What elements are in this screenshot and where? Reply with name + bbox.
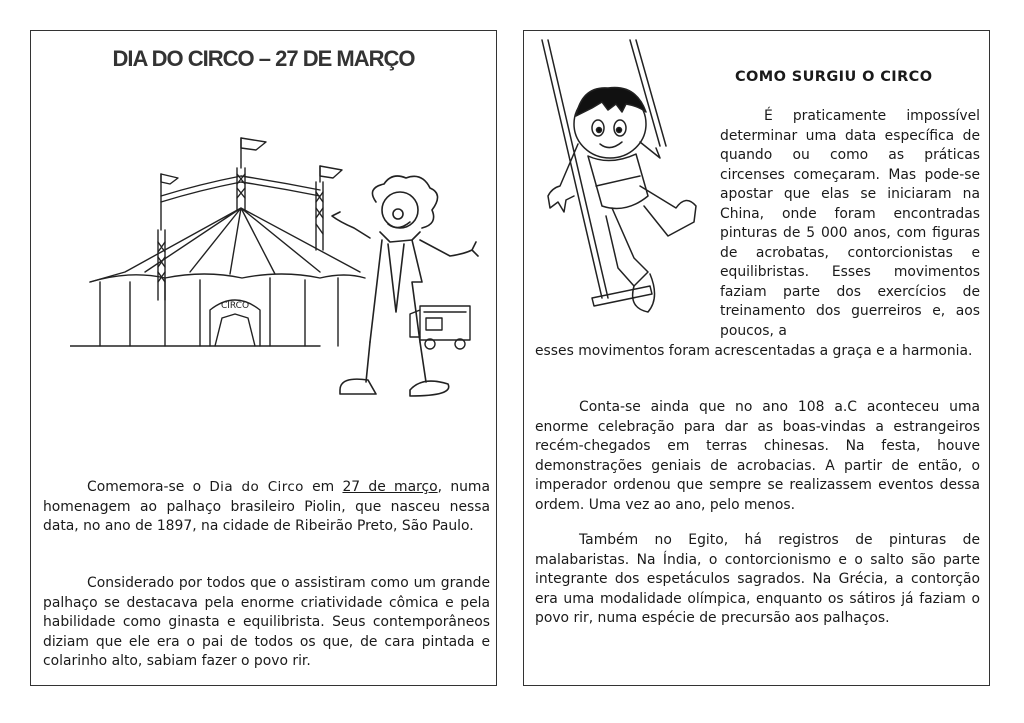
boy-on-swing-illustration bbox=[530, 36, 710, 336]
page-title: DIA DO CIRCO – 27 DE MARÇO bbox=[112, 46, 415, 71]
paragraph-origin-continued: esses movimentos foram acrescentadas a graça e a harmonia. bbox=[535, 343, 973, 359]
circus-wagon bbox=[410, 306, 470, 349]
paragraph-dia-do-circo: Comemora-se o Dia do Circo em 27 de março, numa homenagem ao palhaço brasileiro Piolin, que nasceu nessa data, no ano de 1897, na cidade de Ribeirão Preto, São Paulo. bbox=[43, 479, 490, 534]
right-pole bbox=[316, 166, 342, 250]
flag-center bbox=[241, 138, 266, 150]
paragraph-china-celebration: Conta-se ainda que no ano 108 a.C aconteceu uma enorme celebração para dar as boas-vindas a estrangeiros recém-chegados em terras chinesas. Na festa, houve demonstrações geniais de acrobacias. A partir de então, o imperador ordenou que sempre se realizassem eventos dessa ordem. Uma vez ao ano, pelo menos. bbox=[535, 399, 980, 513]
section-title: COMO SURGIU O CIRCO bbox=[735, 69, 933, 85]
swing-rope-left bbox=[542, 40, 602, 298]
circus-clown-illustration bbox=[70, 132, 480, 424]
flag-right bbox=[320, 166, 342, 178]
tent-roof bbox=[90, 208, 360, 282]
circus-sign: CIRCO bbox=[220, 301, 250, 311]
center-pole bbox=[237, 138, 266, 210]
paragraph-origin-intro: É praticamente impossível determinar uma data específica de quando ou como as práticas circenses começaram. Mas pode-se apostar que elas se iniciaram na China, onde foram encontradas pinturas de 5 000 anos, com figuras de acrobatas, contorcionistas e equilibristas. Esses movimentos faziam parte dos exercícios de treinamento dos guerreiros e, aos poucos, a bbox=[720, 108, 980, 339]
swing-bar bbox=[592, 286, 652, 306]
paragraph-egypt-india-greece: Também no Egito, há registros de pinturas de malabaristas. Na Índia, o contorcionismo e o salto são parte integrante dos espetáculos sagrados. Na Grécia, a contorção era uma modalidade olímpica, enquanto os sátiros já faziam o povo rir, numa espécie de precursão aos palhaços. bbox=[535, 532, 980, 626]
clown bbox=[332, 176, 478, 396]
left-pole bbox=[158, 174, 178, 300]
flag-left bbox=[161, 174, 178, 184]
paragraph-piolin: Considerado por todos que o assistiram como um grande palhaço se destacava pela enorme criatividade cômica e pela habilidade como ginasta e equilibrista. Seus contemporâneos diziam que ele era o pai de todos os que, de cara pintada e colarinho alto, sabiam fazer o povo rir. bbox=[43, 575, 490, 669]
